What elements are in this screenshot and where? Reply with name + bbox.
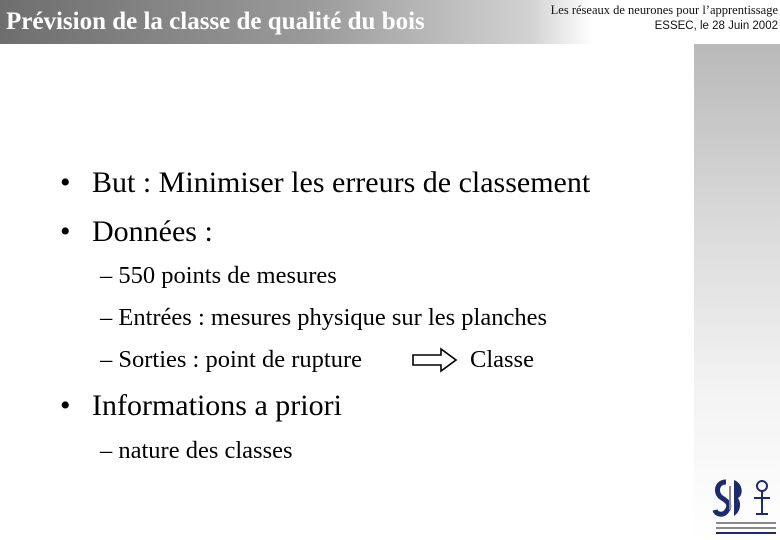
slide-title: Prévision de la classe de qualité du bois xyxy=(6,8,425,35)
right-arrow-icon xyxy=(411,347,459,373)
outputs-left-text: – Sorties : point de rupture xyxy=(100,346,362,373)
bullet-text: Données : xyxy=(92,215,213,248)
sub-item-points: – 550 points de mesures xyxy=(100,262,337,289)
course-name: Les réseaux de neurones pour l’apprentissage xyxy=(550,3,778,17)
sub-item-classes: – nature des classes xyxy=(100,437,293,464)
sub-item-inputs: – Entrées : mesures physique sur les planches xyxy=(100,304,548,331)
bullet-mark: • xyxy=(60,166,71,199)
bullet-data xyxy=(60,214,213,250)
sub-item-outputs xyxy=(100,345,362,375)
event-date: ESSEC, le 28 Juin 2002 xyxy=(654,20,778,32)
institution-logo-icon xyxy=(712,476,778,538)
bullet-text: Informations a priori xyxy=(92,389,342,422)
side-band xyxy=(694,44,780,540)
outputs-right-text: Classe xyxy=(470,346,534,373)
bullet-prior xyxy=(60,388,342,424)
bullet-mark: • xyxy=(60,215,71,248)
bullet-text: But : Minimiser les erreurs de classement xyxy=(92,166,591,199)
bullet-goal xyxy=(60,165,590,201)
bullet-mark: • xyxy=(60,389,71,422)
